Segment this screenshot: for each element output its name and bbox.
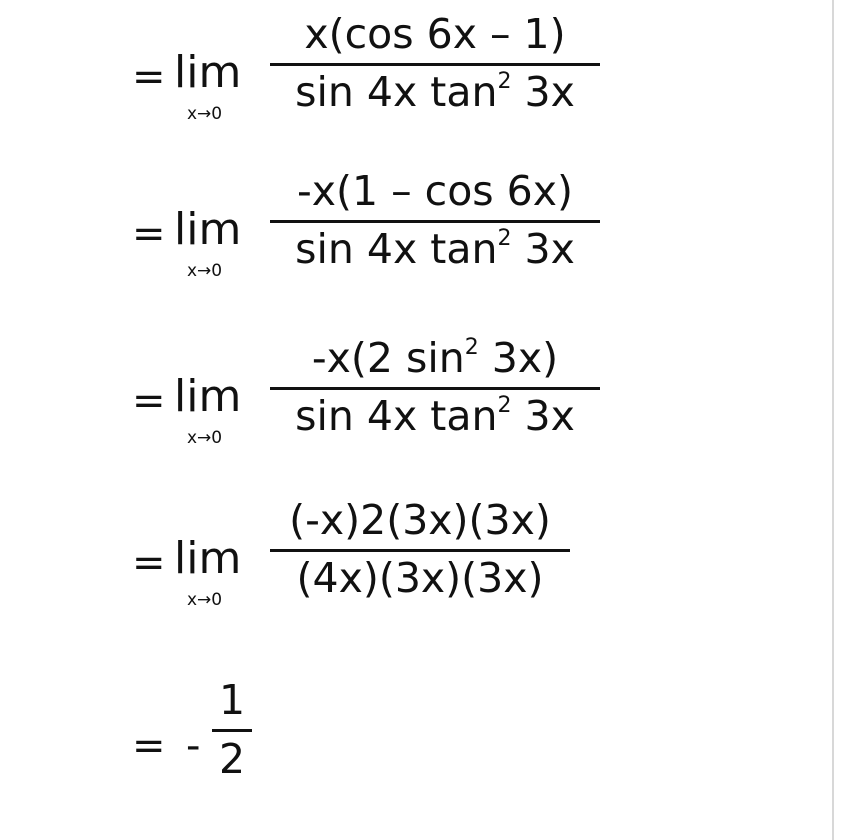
denominator-main: sin 4x tan: [295, 225, 498, 273]
numerator: [270, 334, 600, 382]
result-numerator: 1: [218, 676, 246, 724]
numerator: (-x)2(3x)(3x): [289, 496, 551, 544]
fraction: [270, 334, 600, 440]
result-fraction: [212, 676, 252, 783]
equals-sign: =: [132, 211, 166, 257]
denominator: [270, 392, 600, 440]
numerator: x(cos 6x – 1): [304, 10, 566, 58]
equals-sign: =: [132, 540, 166, 586]
numerator: -x(1 – cos 6x): [296, 167, 574, 215]
denominator-tail: 3x: [511, 392, 575, 440]
fraction-bar: [270, 549, 570, 552]
fraction-bar: [270, 220, 600, 223]
fraction: [270, 10, 600, 116]
page-edge-line: [832, 0, 834, 840]
denominator-main: sin 4x tan: [295, 68, 498, 116]
equals-sign: =: [132, 378, 166, 424]
lim-subscript: x→0: [187, 261, 223, 281]
fraction: [270, 496, 570, 602]
lim-subscript: x→0: [187, 104, 223, 124]
denominator-tail: 3x: [511, 68, 575, 116]
result-denominator: 2: [218, 735, 246, 783]
exponent: 2: [497, 69, 512, 94]
denominator: (4x)(3x)(3x): [296, 554, 544, 602]
numerator-tail: 3x): [478, 334, 559, 382]
lim-operator: lim: [174, 204, 242, 255]
fraction: [270, 167, 600, 273]
lim-operator: lim: [174, 371, 242, 422]
exponent: 2: [497, 226, 512, 251]
numerator-main: -x(2 sin: [311, 334, 465, 382]
denominator: [270, 225, 600, 273]
denominator: [270, 68, 600, 116]
final-equals-sign: =: [132, 723, 166, 769]
fraction-bar: [270, 63, 600, 66]
denominator-main: sin 4x tan: [295, 392, 498, 440]
result-sign: -: [186, 723, 201, 769]
fraction-bar: [212, 729, 252, 732]
fraction-bar: [270, 387, 600, 390]
lim-operator: lim: [174, 533, 242, 584]
exponent: 2: [464, 335, 479, 360]
denominator-tail: 3x: [511, 225, 575, 273]
lim-operator: lim: [174, 47, 242, 98]
equals-sign: =: [132, 54, 166, 100]
lim-subscript: x→0: [187, 428, 223, 448]
exponent: 2: [497, 393, 512, 418]
lim-subscript: x→0: [187, 590, 223, 610]
